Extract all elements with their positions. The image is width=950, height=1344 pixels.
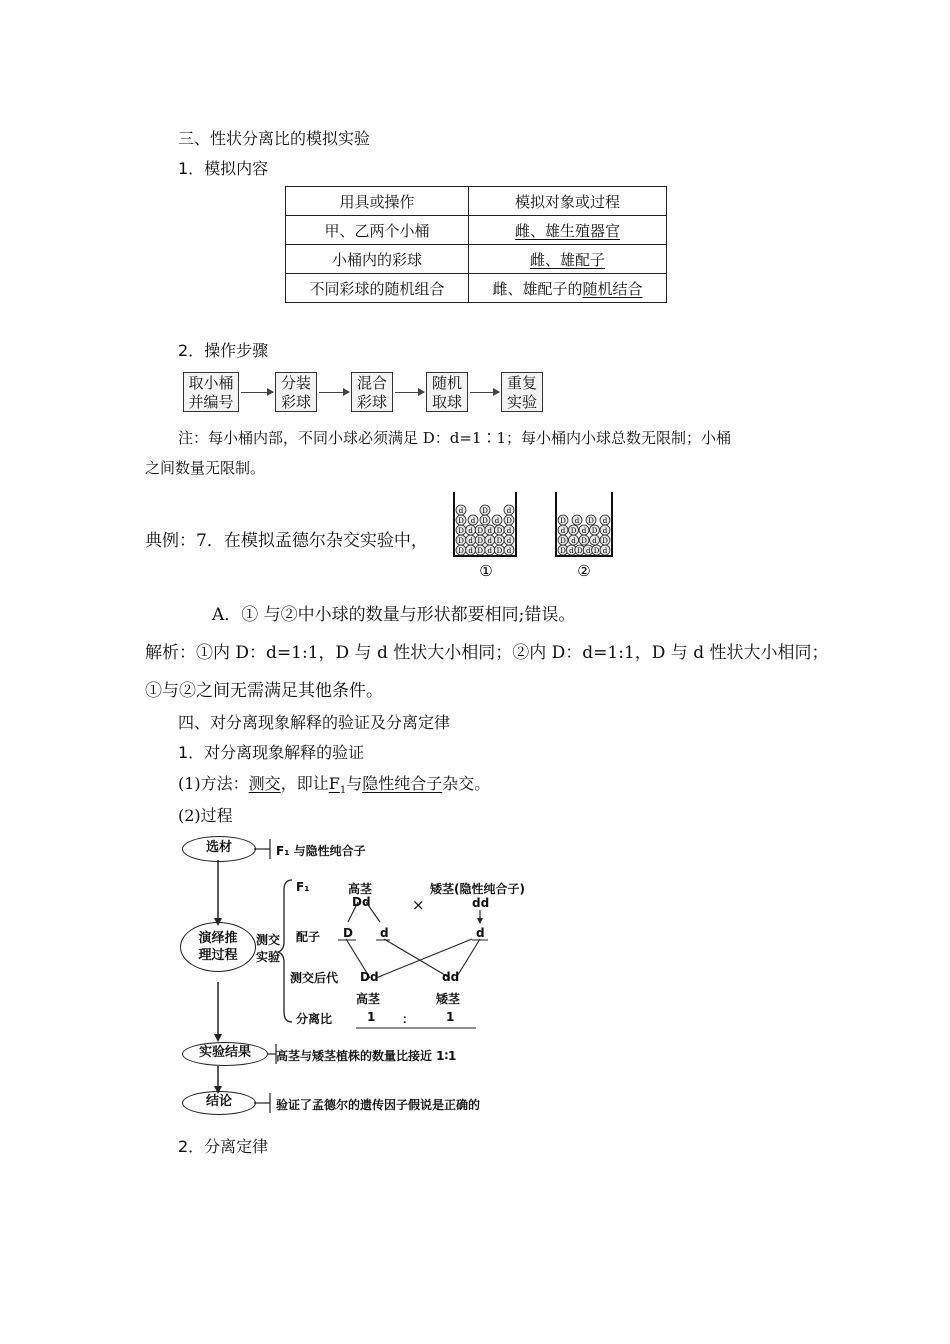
ball-letter: d: [506, 507, 512, 515]
ball-letter: d: [506, 537, 512, 545]
testcross-diagram: [180, 832, 580, 1124]
process-label: (2)过程: [178, 806, 233, 825]
f1-genotype-Dd: Dd: [352, 895, 371, 909]
ball-letter: d: [581, 527, 587, 535]
node-select: 选材: [182, 836, 256, 862]
method-answer-2-main: F: [328, 774, 340, 793]
bucket-label-1: ①: [479, 562, 493, 580]
offspring-Dd: Dd: [360, 970, 379, 984]
table-cell: [469, 274, 667, 303]
step-box: [501, 372, 543, 412]
ball-letter: d: [506, 547, 512, 555]
step-line: 随机: [431, 374, 462, 392]
ball-letter: d: [506, 527, 512, 535]
step-line: 重复: [506, 374, 537, 392]
gamete-d-2: d: [476, 926, 485, 940]
table-row: [286, 245, 667, 274]
table-cell: 不同彩球的随机组合: [286, 274, 469, 303]
ball-letter: D: [506, 517, 512, 525]
row-f1: F₁: [296, 880, 310, 894]
step-line: 分装: [280, 374, 311, 392]
step-line: 取小桶: [188, 374, 234, 392]
ratio-1: 1: [367, 1010, 376, 1024]
simulation-table: [285, 186, 667, 303]
note-line-1: 注：每小桶内部，不同小球必须满足 D：d=1∶1；每小桶内小球总数无限制；小桶: [178, 429, 732, 447]
ball-letter: D: [458, 537, 464, 545]
ball-letter: d: [468, 537, 473, 545]
step-line: 混合: [356, 374, 387, 392]
section3-title: 三、性状分离比的模拟实验: [178, 129, 371, 148]
table-cell-answer: 随机结合: [582, 279, 643, 298]
node-conclusion: 结论: [182, 1091, 256, 1115]
method-prefix: (1)方法：: [178, 774, 249, 793]
ball-letter: d: [470, 517, 476, 525]
ball-letter: D: [496, 527, 503, 535]
table-cell: 小桶内的彩球: [286, 245, 469, 274]
step-box: [426, 372, 468, 412]
table-cell: [469, 245, 667, 274]
gamete-D: D: [343, 926, 353, 940]
ball-letter: d: [458, 507, 464, 515]
method-mid: ，即让: [280, 774, 329, 793]
ball-letter: D: [482, 517, 488, 525]
step-arrow: [470, 392, 499, 393]
table-row: [286, 216, 667, 245]
dwarf-label: 矮茎(隐性纯合子): [430, 882, 525, 896]
table-row: [286, 187, 667, 216]
section4-sub2: 2．分离定律: [178, 1137, 269, 1156]
row-gamete: 配子: [296, 930, 321, 944]
ball-letter: d: [468, 527, 473, 535]
step-box: [351, 372, 393, 412]
table-cell-answer: 雌、雄配子: [529, 250, 605, 269]
ball-letter: d: [487, 527, 493, 535]
ball-letter: D: [560, 537, 566, 545]
ball-letter: D: [477, 527, 484, 535]
row-offspring: 测交后代: [290, 971, 339, 985]
ball-letter: D: [602, 537, 608, 545]
ball-letter: D: [560, 547, 566, 555]
ball-letter: d: [574, 517, 580, 525]
ball-letter: D: [458, 527, 464, 535]
ball-letter: d: [560, 527, 566, 535]
method-suffix: 杂交。: [442, 774, 491, 793]
table-row: [286, 274, 667, 303]
testcross-brace: [278, 880, 292, 1022]
offspring-dd: dd: [442, 970, 460, 984]
node-deduce: [180, 922, 256, 972]
method-answer-1: 测交: [248, 774, 281, 793]
offspring-dwarf: 矮茎: [436, 992, 461, 1006]
method-answer-2-sub: 1: [339, 785, 347, 797]
step-arrow: [319, 392, 349, 393]
table-cell-answer: 雌、雄生殖器官: [514, 221, 620, 240]
row-ratio: 分离比: [296, 1012, 333, 1026]
step-line: 彩球: [280, 393, 311, 411]
ball-letter: d: [602, 547, 608, 555]
testcross-label: [256, 932, 280, 966]
tall-label: 高茎: [348, 882, 373, 896]
step-arrow: [241, 392, 273, 393]
gamete-d-1: d: [380, 926, 389, 940]
ball-letter: D: [591, 527, 598, 535]
ball-letter: D: [570, 527, 577, 535]
ball-letter: D: [576, 547, 583, 555]
bucket-2-balls: [558, 515, 610, 555]
conclusion-desc: 验证了孟德尔的遗传因子假说是正确的: [276, 1098, 481, 1112]
ball-letter: D: [496, 537, 503, 545]
step-box: [275, 372, 317, 412]
cross-sign: ×: [412, 896, 425, 914]
method-answer-2: [328, 774, 347, 797]
ball-letter: D: [496, 547, 503, 555]
table-cell-text: 雌、雄配子的: [492, 279, 583, 298]
method-line: [178, 771, 490, 796]
analysis-line-1: 解析：①内 D：d=1:1，D 与 d 性状大小相同；②内 D：d=1:1，D 与 d 性状大小相同；: [145, 643, 829, 663]
ball-letter: D: [588, 517, 594, 525]
ball-letter: D: [477, 537, 484, 545]
section4-sub1: 1．对分离现象解释的验证: [178, 743, 365, 762]
ball-letter: d: [592, 537, 597, 545]
spine-arrowhead: [214, 1034, 222, 1042]
step-box: [183, 372, 239, 412]
analysis-line-2: ①与②之间无需满足其他条件。: [145, 681, 383, 701]
table-header: 模拟对象或过程: [469, 187, 667, 216]
ball-letter: D: [482, 507, 488, 515]
ball-letter: d: [487, 547, 493, 555]
ball-letter: d: [602, 517, 608, 525]
section3-sub2: 2．操作步骤: [178, 341, 269, 360]
ball-letter: d: [602, 527, 608, 535]
method-answer-3: 隐性纯合子: [362, 774, 443, 793]
step-arrow: [395, 392, 424, 393]
example-text: 典例：7．在模拟孟德尔杂交实验中，: [145, 531, 428, 551]
ball-letter: d: [569, 547, 574, 555]
ball-letter: d: [585, 547, 591, 555]
table-cell: 甲、乙两个小桶: [286, 216, 469, 245]
node-result: 实验结果: [182, 1042, 268, 1066]
testcross-label-line: 测交: [256, 933, 281, 947]
table-cell: [469, 216, 667, 245]
bucket-1-balls: [456, 505, 514, 555]
select-desc: F₁ 与隐性纯合子: [276, 844, 366, 858]
offspring-tall: 高茎: [356, 992, 381, 1006]
method-mid-2: 与: [346, 774, 363, 793]
bucket-figure: [440, 488, 640, 584]
ball-letter: D: [581, 537, 587, 545]
f1-genotype-dd: dd: [472, 896, 490, 910]
ball-letter: d: [494, 517, 500, 525]
table-header: 用具或操作: [286, 187, 469, 216]
ball-letter: D: [477, 547, 484, 555]
ratio-2: 1: [446, 1010, 455, 1024]
ball-letter: D: [593, 547, 600, 555]
section4-title: 四、对分离现象解释的验证及分离定律: [178, 713, 451, 732]
step-line: 彩球: [356, 393, 387, 411]
ball-letter: d: [487, 537, 493, 545]
section3-sub1: 1．模拟内容: [178, 159, 269, 178]
ball-letter: D: [560, 517, 566, 525]
step-line: 实验: [506, 393, 537, 411]
ball-letter: d: [468, 547, 473, 555]
testcross-label-line: 实验: [256, 950, 281, 964]
step-line: 取球: [431, 393, 462, 411]
ball-letter: d: [571, 537, 576, 545]
ball-letter: D: [458, 547, 464, 555]
node-deduce-line: 理过程: [198, 948, 238, 963]
ratio-colon: ：: [402, 1012, 415, 1026]
option-a: A．① 与②中小球的数量与形状都要相同;错误。: [212, 605, 576, 625]
bucket-label-2: ②: [577, 562, 591, 580]
note-line-2: 之间数量无限制。: [145, 459, 266, 477]
ball-letter: D: [458, 517, 464, 525]
result-desc: 高茎与矮茎植株的数量比接近 1∶1: [276, 1049, 457, 1063]
step-line: 并编号: [188, 393, 234, 411]
node-deduce-line: 演绎推: [198, 931, 238, 946]
